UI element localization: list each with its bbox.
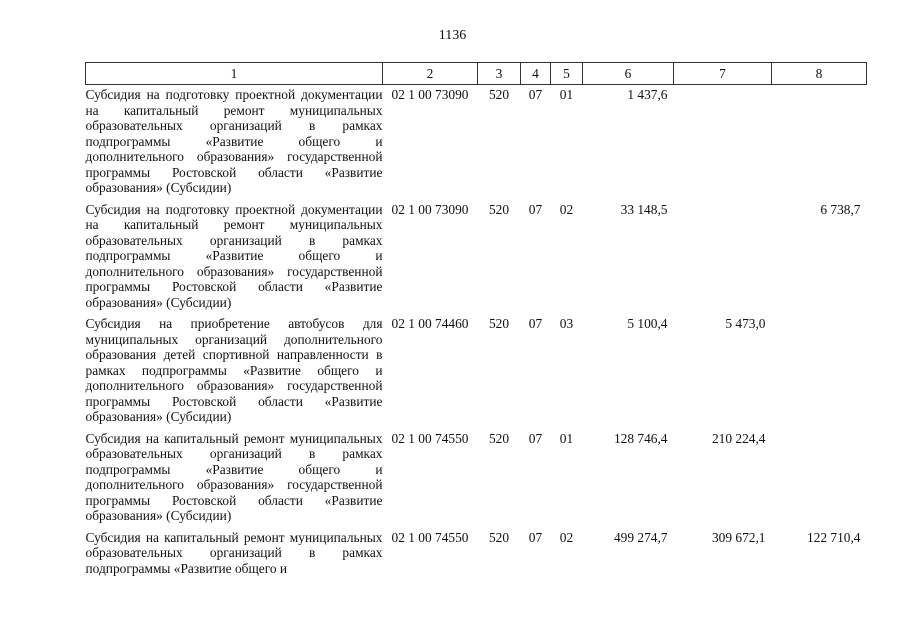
row-description: Субсидия на капитальный ремонт муниципальных образовательных организаций в рамках подпрограммы «Развитие общего и — [85, 529, 383, 576]
row-col-5: 01 — [559, 87, 574, 102]
row-col-6: 499 274,7 — [613, 529, 668, 545]
budget-table — [85, 62, 867, 580]
column-header-3: 3 — [478, 63, 521, 85]
row-col-7: 210 224,4 — [711, 430, 766, 446]
row-col-4: 07 — [528, 201, 543, 217]
row-col-7 — [674, 200, 772, 315]
page-number: 1136 — [438, 28, 467, 43]
row-col-6: 128 746,4 — [613, 430, 668, 446]
row-col-7: 309 672,1 — [711, 529, 766, 545]
row-target-code: 02 1 00 74550 — [391, 430, 469, 446]
row-col-8 — [772, 314, 867, 429]
row-col-3: 520 — [488, 529, 510, 545]
row-description: Субсидия на подготовку проектной документации на капитальный ремонт муниципальных образовательных организаций в рамках подпрограммы «Развитие общего и дополнительного образования» государственной программы Ростовской области «Развитие образования» (Субсидии) — [85, 87, 383, 195]
column-header-7: 7 — [674, 63, 772, 85]
row-col-5: 01 — [559, 430, 574, 446]
row-col-7: 5 473,0 — [725, 316, 766, 331]
row-target-code: 02 1 00 74460 — [391, 316, 469, 331]
column-header-1: 1 — [86, 63, 383, 85]
row-col-4: 07 — [528, 529, 543, 545]
row-col-4: 07 — [528, 430, 543, 446]
row-col-7 — [674, 85, 772, 200]
row-col-8 — [772, 85, 867, 200]
row-col-6: 33 148,5 — [620, 201, 668, 217]
column-header-4: 4 — [521, 63, 551, 85]
row-description: Субсидия на приобретение автобусов для муниципальных организаций дополнительного образования детей спортивной направленности в рамках подпрограммы «Развитие общего и дополнительного образования» государственной программы Ростовской области «Развитие образования» (Субсидии) — [85, 316, 383, 424]
row-col-8: 6 738,7 — [820, 201, 861, 217]
table-row — [86, 429, 867, 528]
column-header-2: 2 — [383, 63, 478, 85]
column-header-5: 5 — [551, 63, 583, 85]
row-description: Субсидия на капитальный ремонт муниципальных образовательных организаций в рамках подпрограммы «Развитие общего и дополнительного образования» государственной программы Ростовской области «Развитие образования» (Субсидии) — [85, 430, 383, 523]
row-col-6: 5 100,4 — [627, 316, 668, 331]
row-target-code: 02 1 00 74550 — [391, 529, 469, 545]
row-col-3: 520 — [488, 430, 510, 446]
row-col-5: 03 — [559, 316, 574, 331]
row-col-5: 02 — [559, 529, 574, 545]
table-row — [86, 200, 867, 315]
table-row — [86, 314, 867, 429]
row-col-8 — [772, 429, 867, 528]
row-col-6: 1 437,6 — [627, 87, 668, 102]
row-target-code: 02 1 00 73090 — [391, 87, 469, 102]
row-col-4: 07 — [528, 316, 543, 331]
row-col-3: 520 — [488, 201, 510, 217]
row-col-5: 02 — [559, 201, 574, 217]
row-col-3: 520 — [488, 316, 510, 331]
column-header-6: 6 — [583, 63, 674, 85]
row-description: Субсидия на подготовку проектной документации на капитальный ремонт муниципальных образовательных организаций в рамках подпрограммы «Развитие общего и дополнительного образования» государственной программы Ростовской области «Развитие образования» (Субсидии) — [85, 201, 383, 310]
row-col-3: 520 — [488, 87, 510, 102]
column-header-8: 8 — [772, 63, 867, 85]
row-target-code: 02 1 00 73090 — [391, 201, 469, 217]
table-row — [86, 85, 867, 200]
row-col-4: 07 — [528, 87, 543, 102]
table-header-row — [86, 63, 867, 85]
table-row — [86, 528, 867, 581]
row-col-8: 122 710,4 — [806, 529, 861, 545]
